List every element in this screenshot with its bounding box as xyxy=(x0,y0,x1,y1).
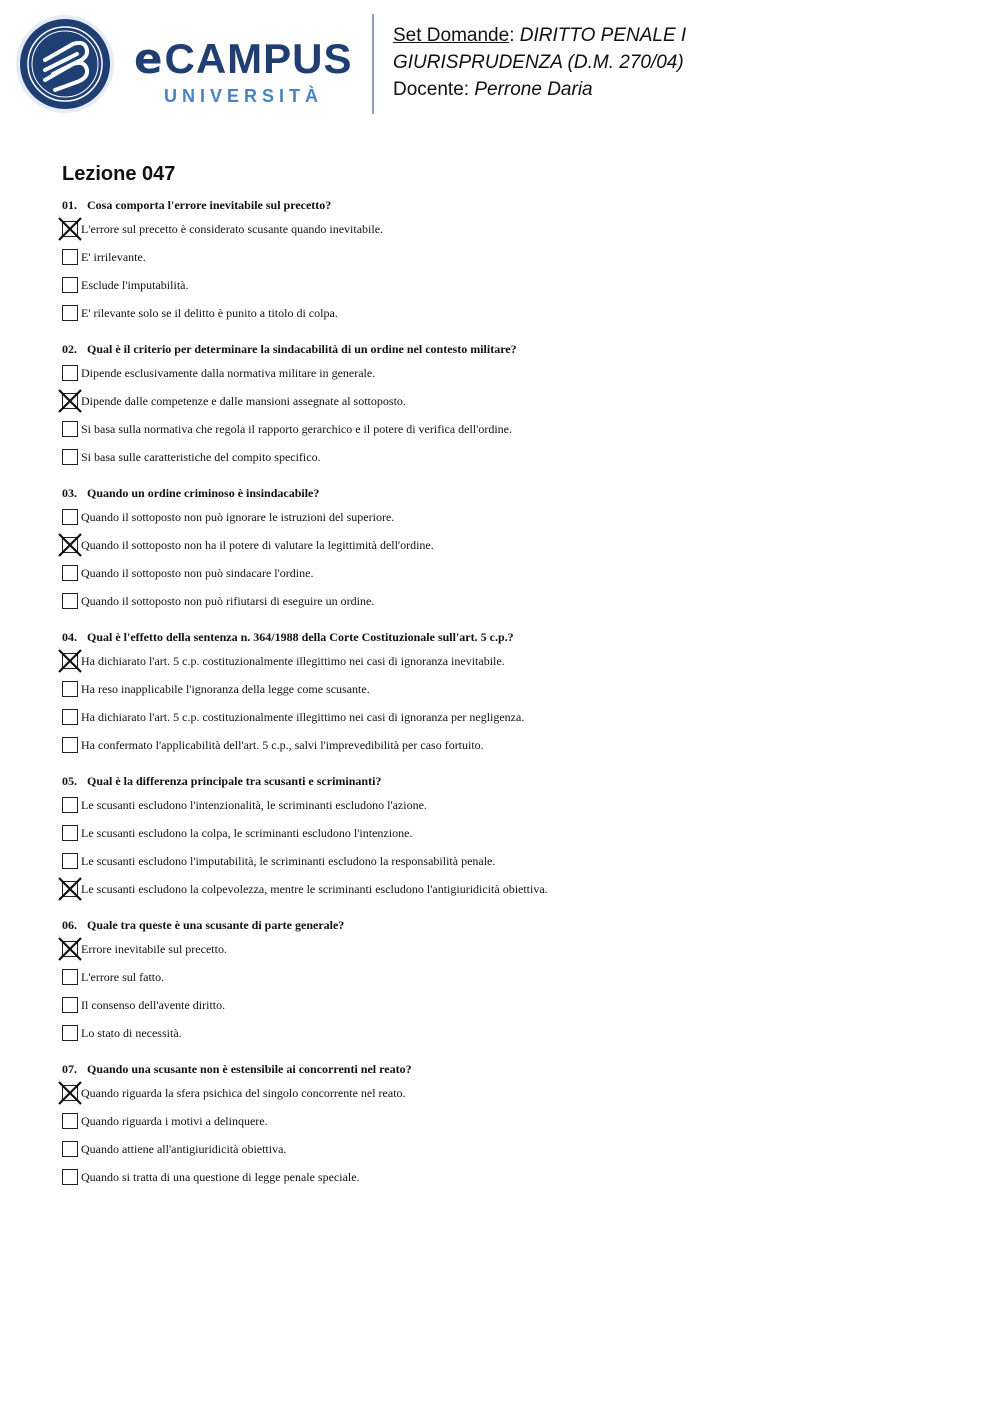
answer-text: E' irrilevante. xyxy=(81,249,146,264)
question-label: Qual è il criterio per determinare la sindacabilità di un ordine nel contesto militare? xyxy=(87,342,517,356)
answer-option[interactable] xyxy=(62,791,962,819)
checkbox[interactable] xyxy=(62,825,78,841)
answer-option[interactable] xyxy=(62,675,962,703)
question-text xyxy=(62,196,962,215)
answer-text: Quando il sottoposto non può ignorare le istruzioni del superiore. xyxy=(81,509,395,524)
answer-option[interactable] xyxy=(62,387,962,415)
answer-text: Ha confermato l'applicabilità dell'art. 5 c.p., salvi l'imprevedibilità per caso fortuito. xyxy=(81,737,484,752)
checkbox-checked[interactable] xyxy=(62,941,78,957)
answer-option[interactable] xyxy=(62,703,962,731)
answer-option[interactable] xyxy=(62,271,962,299)
question-block xyxy=(62,1060,962,1191)
answer-text: Le scusanti escludono la colpevolezza, mentre le scriminanti escludono l'antigiuridicità obiettiva. xyxy=(81,881,548,896)
answer-text: Quando si tratta di una questione di legge penale speciale. xyxy=(81,1169,360,1184)
x-mark-icon xyxy=(56,387,84,415)
answer-text: Si basa sulle caratteristiche del compito specifico. xyxy=(81,449,321,464)
question-text xyxy=(62,340,962,359)
checkbox[interactable] xyxy=(62,709,78,725)
question-number: 01. xyxy=(62,198,77,212)
checkbox[interactable] xyxy=(62,249,78,265)
answer-text: Quando il sottoposto non può sindacare l'ordine. xyxy=(81,565,314,580)
logo-subtitle: UNIVERSITÀ xyxy=(164,86,324,106)
checkbox[interactable] xyxy=(62,997,78,1013)
answer-option[interactable] xyxy=(62,243,962,271)
question-number: 06. xyxy=(62,918,77,932)
subject: DIRITTO PENALE I xyxy=(519,25,687,46)
question-label: Qual è la differenza principale tra scusanti e scriminanti? xyxy=(87,774,382,788)
checkbox[interactable] xyxy=(62,277,78,293)
answer-option[interactable] xyxy=(62,1107,962,1135)
answer-text: Lo stato di necessità. xyxy=(81,1025,182,1040)
question-label: Cosa comporta l'errore inevitabile sul precetto? xyxy=(87,198,332,212)
answer-text: Ha dichiarato l'art. 5 c.p. costituzionalmente illegittimo nei casi di ignoranza inevitabile. xyxy=(81,653,505,668)
answer-text: Quando il sottoposto non può rifiutarsi di eseguire un ordine. xyxy=(81,593,375,608)
answer-text: Il consenso dell'avente diritto. xyxy=(81,997,226,1012)
answer-option[interactable] xyxy=(62,1163,962,1191)
checkbox[interactable] xyxy=(62,565,78,581)
question-list xyxy=(62,196,962,1204)
question-number: 02. xyxy=(62,342,77,356)
answer-option[interactable] xyxy=(62,1079,962,1107)
course: GIURISPRUDENZA (D.M. 270/04) xyxy=(393,52,684,73)
checkbox[interactable] xyxy=(62,797,78,813)
question-label: Quale tra queste è una scusante di parte generale? xyxy=(87,918,345,932)
answer-option[interactable] xyxy=(62,587,962,615)
checkbox[interactable] xyxy=(62,305,78,321)
question-block xyxy=(62,772,962,903)
ecampus-logo xyxy=(134,34,353,107)
answer-option[interactable] xyxy=(62,443,962,471)
answer-option[interactable] xyxy=(62,215,962,243)
set-label: Set Domande xyxy=(393,25,510,46)
question-text xyxy=(62,772,962,791)
answer-option[interactable] xyxy=(62,359,962,387)
answer-text: Quando riguarda la sfera psichica del singolo concorrente nel reato. xyxy=(81,1085,406,1100)
answer-option[interactable] xyxy=(62,875,962,903)
checkbox[interactable] xyxy=(62,593,78,609)
checkbox[interactable] xyxy=(62,853,78,869)
question-number: 05. xyxy=(62,774,77,788)
checkbox[interactable] xyxy=(62,1113,78,1129)
answer-option[interactable] xyxy=(62,415,962,443)
page-header xyxy=(0,0,1000,130)
answer-option[interactable] xyxy=(62,299,962,327)
question-label: Qual è l'effetto della sentenza n. 364/1988 della Corte Costituzionale sull'art. 5 c.p.? xyxy=(87,630,514,644)
checkbox[interactable] xyxy=(62,1141,78,1157)
answer-text: L'errore sul precetto è considerato scusante quando inevitabile. xyxy=(81,221,384,236)
checkbox[interactable] xyxy=(62,1025,78,1041)
question-block xyxy=(62,484,962,615)
question-block xyxy=(62,196,962,327)
question-text xyxy=(62,484,962,503)
answer-text: Esclude l'imputabilità. xyxy=(81,277,189,292)
logo-prefix: e xyxy=(134,34,164,83)
answer-text: L'errore sul fatto. xyxy=(81,969,165,984)
answer-option[interactable] xyxy=(62,559,962,587)
question-block xyxy=(62,916,962,1047)
answer-option[interactable] xyxy=(62,847,962,875)
question-label: Quando un ordine criminoso è insindacabile? xyxy=(87,486,320,500)
question-label: Quando una scusante non è estensibile ai concorrenti nel reato? xyxy=(87,1062,412,1076)
x-mark-icon xyxy=(56,531,84,559)
checkbox-checked[interactable] xyxy=(62,221,78,237)
question-number: 07. xyxy=(62,1062,77,1076)
question-block xyxy=(62,628,962,759)
answer-option[interactable] xyxy=(62,531,962,559)
teacher-name: Perrone Daria xyxy=(474,79,593,100)
answer-text: Ha reso inapplicabile l'ignoranza della legge come scusante. xyxy=(81,681,370,696)
answer-text: Errore inevitabile sul precetto. xyxy=(81,941,227,956)
checkbox[interactable] xyxy=(62,737,78,753)
answer-text: Si basa sulla normativa che regola il rapporto gerarchico e il potere di verifica dell'ordine. xyxy=(81,421,512,436)
checkbox-checked[interactable] xyxy=(62,881,78,897)
answer-text: E' rilevante solo se il delitto è punito a titolo di colpa. xyxy=(81,305,338,320)
answer-text: Dipende dalle competenze e dalle mansioni assegnate al sottoposto. xyxy=(81,393,406,408)
header-divider xyxy=(372,14,374,114)
x-mark-icon xyxy=(56,215,84,243)
answer-text: Le scusanti escludono la colpa, le scriminanti escludono l'intenzione. xyxy=(81,825,413,840)
question-number: 03. xyxy=(62,486,77,500)
x-mark-icon xyxy=(56,647,84,675)
x-mark-icon xyxy=(56,875,84,903)
checkbox[interactable] xyxy=(62,681,78,697)
x-mark-icon xyxy=(56,1079,84,1107)
answer-text: Le scusanti escludono l'intenzionalità, le scriminanti escludono l'azione. xyxy=(81,797,427,812)
checkbox[interactable] xyxy=(62,969,78,985)
checkbox-checked[interactable] xyxy=(62,393,78,409)
checkbox-checked[interactable] xyxy=(62,653,78,669)
question-block xyxy=(62,340,962,471)
ecampus-seal-icon xyxy=(15,14,115,114)
answer-option[interactable] xyxy=(62,731,962,759)
header-info: Set Domande: DIRITTO PENALE I GIURISPRUDENZA (D.M. 270/04) Docente: Perrone Daria xyxy=(393,25,687,100)
question-number: 04. xyxy=(62,630,77,644)
checkbox[interactable] xyxy=(62,509,78,525)
question-text xyxy=(62,1060,962,1079)
answer-text: Quando attiene all'antigiuridicità obiettiva. xyxy=(81,1141,287,1156)
answer-option[interactable] xyxy=(62,935,962,963)
answer-text: Quando il sottoposto non ha il potere di valutare la legittimità dell'ordine. xyxy=(81,537,434,552)
answer-text: Ha dichiarato l'art. 5 c.p. costituzionalmente illegittimo nei casi di ignoranza per negligenza. xyxy=(81,709,525,724)
answer-option[interactable] xyxy=(62,1019,962,1047)
answer-text: Dipende esclusivamente dalla normativa militare in generale. xyxy=(81,365,376,380)
x-mark-icon xyxy=(56,935,84,963)
checkbox-checked[interactable] xyxy=(62,537,78,553)
answer-option[interactable] xyxy=(62,1135,962,1163)
logo-main: CAMPUS xyxy=(164,35,353,82)
question-text xyxy=(62,916,962,935)
checkbox[interactable] xyxy=(62,365,78,381)
checkbox[interactable] xyxy=(62,449,78,465)
answer-option[interactable] xyxy=(62,503,962,531)
checkbox[interactable] xyxy=(62,1169,78,1185)
question-text xyxy=(62,628,962,647)
answer-option[interactable] xyxy=(62,819,962,847)
answer-option[interactable] xyxy=(62,647,962,675)
answer-option[interactable] xyxy=(62,991,962,1019)
checkbox-checked[interactable] xyxy=(62,1085,78,1101)
teacher-label: Docente: xyxy=(393,79,470,100)
lesson-title: Lezione 047 xyxy=(62,163,176,185)
answer-text: Le scusanti escludono l'imputabilità, le scriminanti escludono la responsabilità penale. xyxy=(81,853,496,868)
answer-option[interactable] xyxy=(62,963,962,991)
checkbox[interactable] xyxy=(62,421,78,437)
answer-text: Quando riguarda i motivi a delinquere. xyxy=(81,1113,268,1128)
